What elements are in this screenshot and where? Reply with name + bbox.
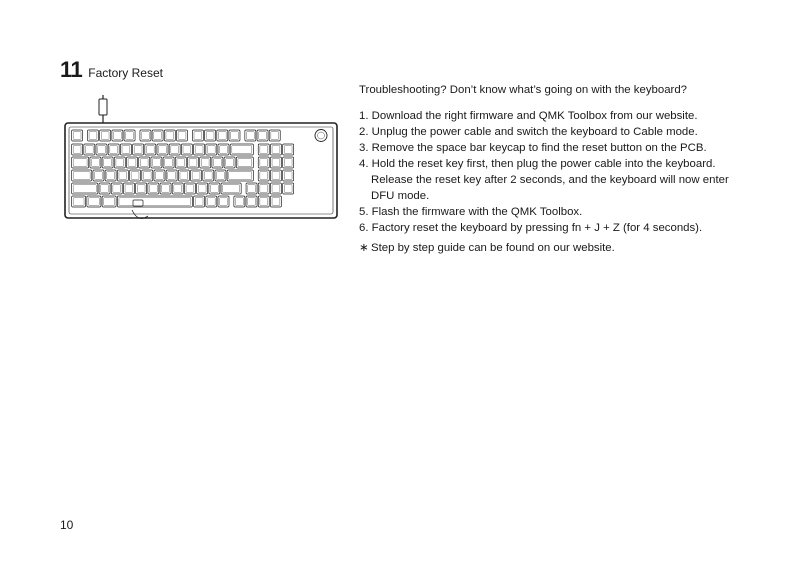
step-6: 6. Factory reset the keyboard by pressing fn + J + Z (for 4 seconds).: [359, 222, 703, 234]
step-4-cont-2: DFU mode.: [371, 190, 430, 202]
asterisk-icon: ∗: [359, 242, 369, 254]
usb-connector: [99, 99, 107, 115]
intro-text: Troubleshooting? Don’t know what’s going on with the keyboard?: [359, 84, 688, 96]
reset-button: [133, 200, 143, 206]
note-text: Step by step guide can be found on our website.: [371, 242, 615, 254]
knob: [315, 130, 327, 142]
section-heading: [60, 57, 163, 83]
step-1: 1. Download the right firmware and QMK Toolbox from our website.: [359, 110, 698, 122]
step-4-cont-1: Release the reset key after 2 seconds, and the keyboard will now enter: [371, 174, 729, 186]
step-4: 4. Hold the reset key first, then plug the power cable into the keyboard.: [359, 158, 716, 170]
keyboard-diagram: [56, 95, 346, 235]
steps-list: [359, 108, 779, 236]
section-number: 11: [60, 57, 83, 82]
step-5: 5. Flash the firmware with the QMK Toolbox.: [359, 206, 583, 218]
section-title: Factory Reset: [88, 66, 163, 80]
keyboard-illustration: [56, 95, 346, 235]
step-2: 2. Unplug the power cable and switch the keyboard to Cable mode.: [359, 126, 698, 138]
step-3: 3. Remove the space bar keycap to find the reset button on the PCB.: [359, 142, 707, 154]
note: [359, 240, 779, 256]
page-number: 10: [60, 518, 74, 532]
instructions: [359, 82, 779, 256]
